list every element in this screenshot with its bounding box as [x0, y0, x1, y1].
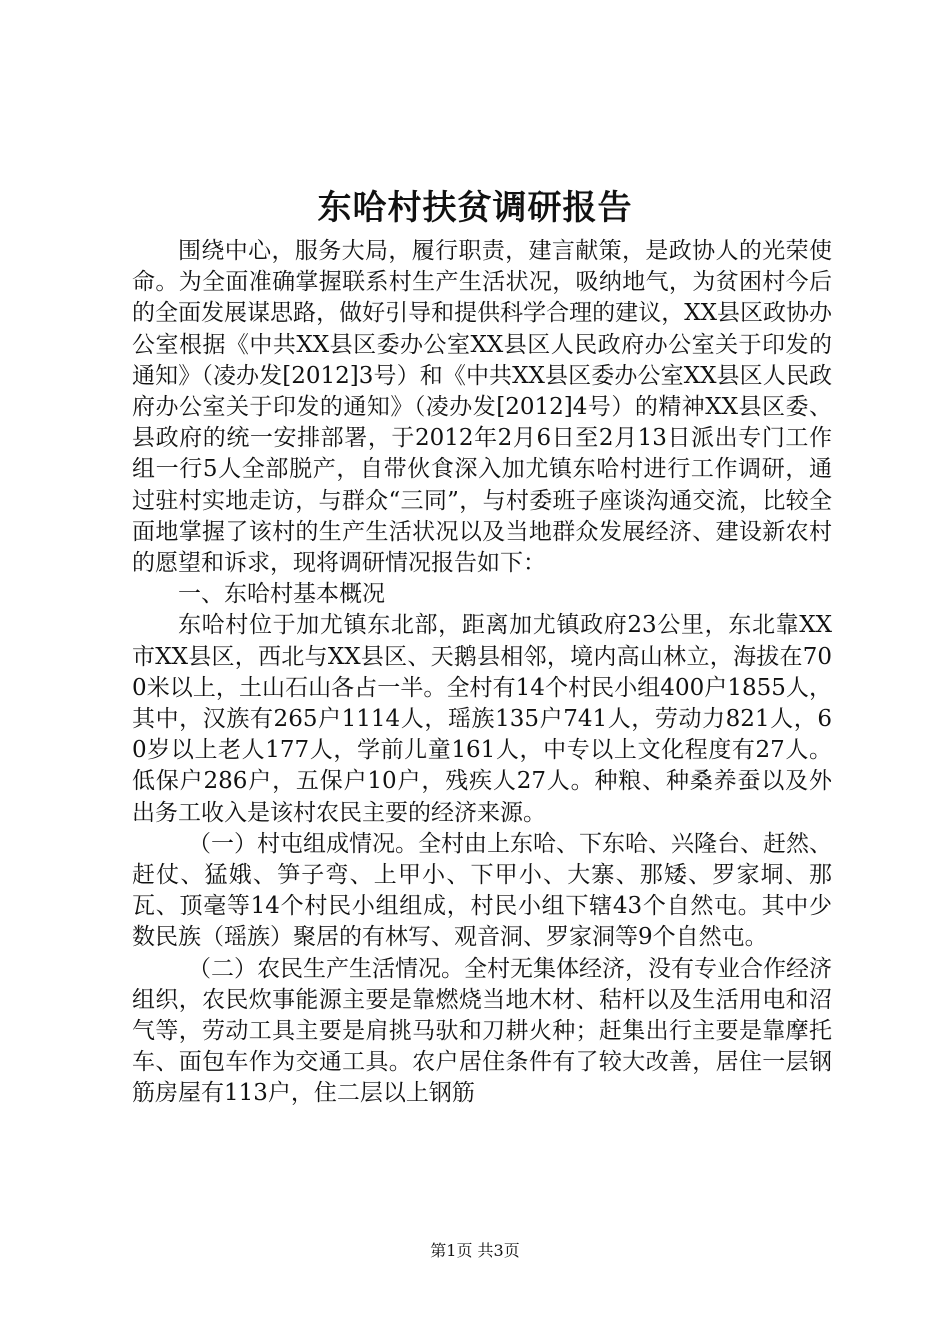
section-heading: 一、东哈村基本概况 — [178, 581, 385, 608]
overview-paragraph: 东哈村位于加尤镇东北部，距离加尤镇政府23公里，东北靠XX市XX县区，西北与XX县区、天鹅县相邻，境内高山林立，海拔在700米以上，土山石山各占一半。全村有14个村民小组400户1855人，其中，汉族有265户1114人，瑶族135户741人，劳动力821人，60岁以上老人177人，学前儿童161人，中专以上文化程度有27人。低保户286户，五保户10户，残疾人27人。种粮、种桑养蚕以及外出务工收入是该村农民主要的经济来源。 — [132, 612, 832, 826]
page-footer: 第1页 共3页 — [430, 1241, 520, 1260]
document-title: 东哈村扶贫调研报告 — [317, 188, 633, 228]
production-life-paragraph: （二）农民生产生活情况。全村无集体经济，没有专业合作经济组织，农民炊事能源主要是靠燃烧当地木材、秸杆以及生活用电和沼气等，劳动工具主要是肩挑马驮和刀耕火种；赶集出行主要是靠摩托车、面包车作为交通工具。农户居住条件有了较大改善，居住一层钢筋房屋有113户，住二层以上钢筋 — [132, 955, 832, 1107]
intro-paragraph: 围绕中心，服务大局，履行职责，建言献策，是政协人的光荣使命。为全面准确掌握联系村生产生活状况，吸纳地气，为贫困村今后的全面发展谋思路，做好引导和提供科学合理的建议，XX县区政协办公室根据《中共XX县区委办公室XX县区人民政府办公室关于印发的通知》（凌办发[2012]3号）和《中共XX县区委办公室XX县区人民政府办公室关于印发的通知》（凌办发[2012]4号）的精神XX县区委、县政府的统一安排部署，于2012年2月6日至2月13日派出专门工作组一行5人全部脱产，自带伙食深入加尤镇东哈村进行工作调研，通过驻村实地走访，与群众“三同”，与村委班子座谈沟通交流，比较全面地掌握了该村的生产生活状况以及当地群众发展经济、建设新农村的愿望和诉求，现将调研情况报告如下： — [132, 238, 832, 577]
village-composition-paragraph: （一）村屯组成情况。全村由上东哈、下东哈、兴隆台、赶然、赶仗、猛娥、笋子弯、上甲小、下甲小、大寨、那矮、罗家垌、那瓦、顶毫等14个村民小组组成，村民小组下辖43个自然屯。其中少数民族（瑶族）聚居的有林写、观音洞、罗家洞等9个自然屯。 — [132, 830, 832, 951]
document-body — [132, 236, 832, 1110]
